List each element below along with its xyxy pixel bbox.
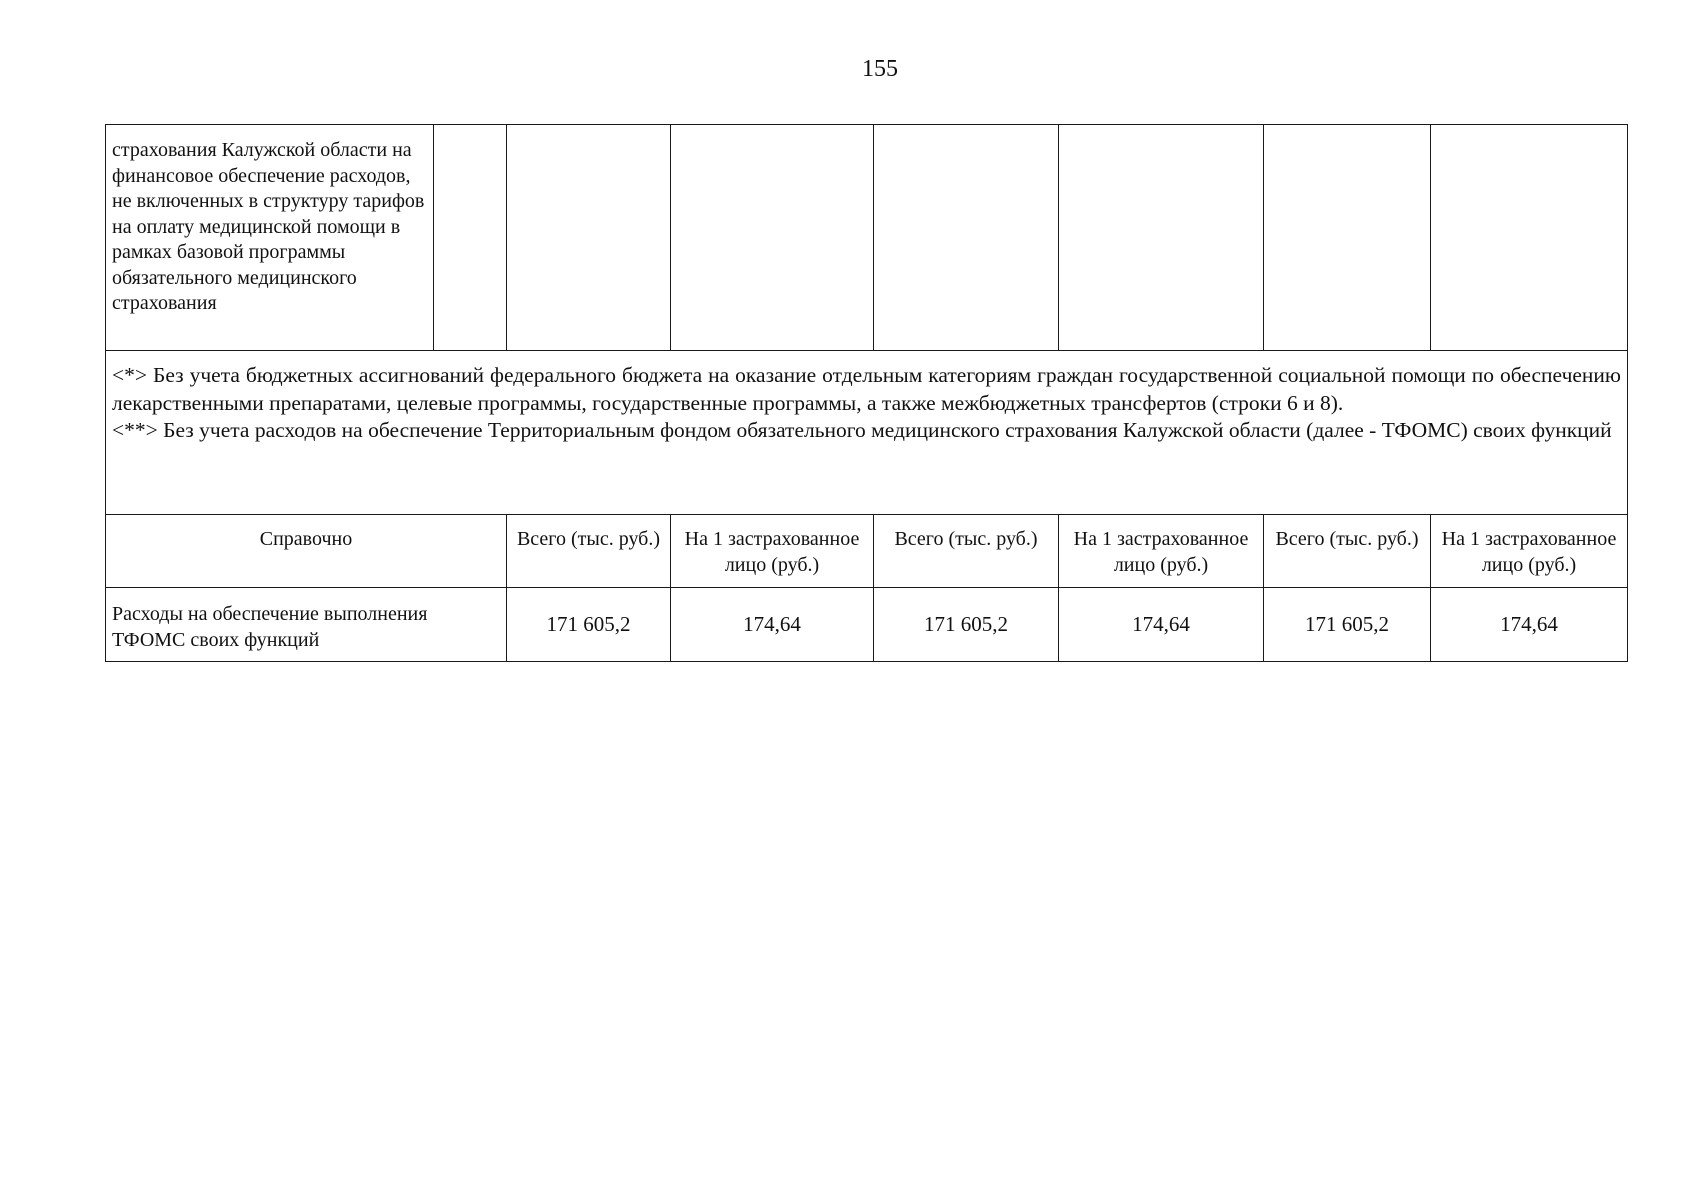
table-row-reference-values	[106, 588, 1628, 662]
empty-cell	[671, 125, 874, 351]
table-row-reference-header	[106, 515, 1628, 588]
empty-cell	[507, 125, 671, 351]
empty-cell	[874, 125, 1059, 351]
value-per-insured-2: 174,64	[1059, 588, 1264, 662]
footnotes-cell	[106, 351, 1628, 515]
col-header-per-insured-2: На 1 застрахованное лицо (руб.)	[1059, 515, 1264, 588]
value-per-insured-1: 174,64	[671, 588, 874, 662]
table-row-footnotes	[106, 351, 1628, 515]
budget-table	[105, 124, 1628, 662]
page-number: 155	[862, 56, 898, 82]
empty-cell	[1431, 125, 1628, 351]
value-total-3: 171 605,2	[1264, 588, 1431, 662]
value-total-1: 171 605,2	[507, 588, 671, 662]
value-total-2: 171 605,2	[874, 588, 1059, 662]
table-row-continuation	[106, 125, 1628, 351]
col-header-total-1: Всего (тыс. руб.)	[507, 515, 671, 588]
footnote-1: <*> Без учета бюджетных ассигнований федерального бюджета на оказание отдельным категориям граждан государственной социальной помощи по обеспечению лекарственными препаратами, целевые программы, государственные программы, а также межбюджетных трансфертов (строки 6 и 8).	[112, 363, 1621, 415]
reference-row-label: Расходы на обеспечение выполнения ТФОМС своих функций	[106, 588, 507, 662]
empty-cell	[1264, 125, 1431, 351]
empty-cell	[1059, 125, 1264, 351]
col-header-per-insured-3: На 1 застрахованное лицо (руб.)	[1431, 515, 1628, 588]
footnote-2: <**> Без учета расходов на обеспечение Территориальным фондом обязательного медицинского страхования Калужской области (далее - ТФОМС) своих функций	[112, 418, 1612, 442]
empty-cell	[434, 125, 507, 351]
row-description: страхования Калужской области на финансовое обеспечение расходов, не включенных в структуру тарифов на оплату медицинской помощи в рамках базовой программы обязательного медицинского страхования	[106, 125, 434, 351]
value-per-insured-3: 174,64	[1431, 588, 1628, 662]
reference-label: Справочно	[106, 515, 507, 588]
col-header-total-3: Всего (тыс. руб.)	[1264, 515, 1431, 588]
col-header-total-2: Всего (тыс. руб.)	[874, 515, 1059, 588]
col-header-per-insured-1: На 1 застрахованное лицо (руб.)	[671, 515, 874, 588]
